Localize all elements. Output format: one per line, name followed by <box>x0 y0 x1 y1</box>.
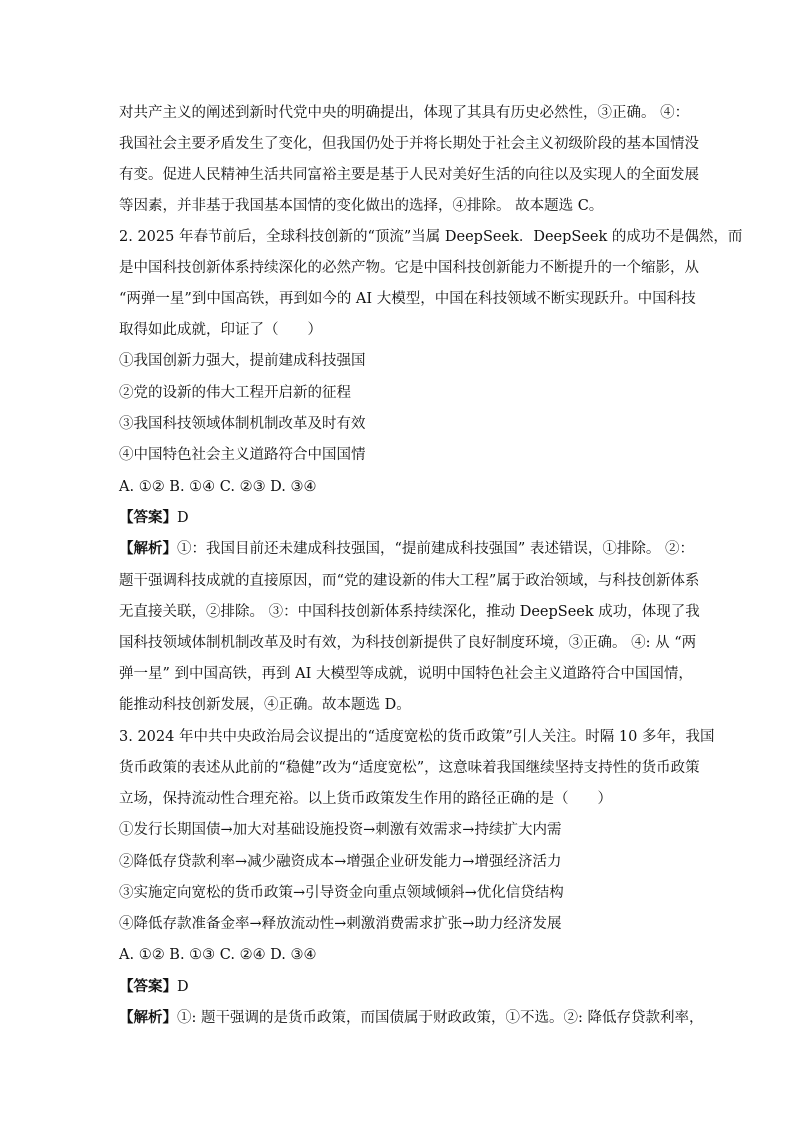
q2-analysis-line-5: 弹一星” 到中国高铁，再到 AI 大模型等成就，说明中国特色社会主义道路符合中国国情， <box>119 666 693 682</box>
prev-analysis-line-3: 有变。促进人民精神生活共同富裕主要是基于人民对美好生活的向往以及实现人的全面发展 <box>119 167 699 183</box>
q2-answer-label: 【答案】 <box>119 509 177 526</box>
q3-stem-line-2: 货币政策的表述从此前的“稳健”改为“适度宽松”，这意味着我国继续坚持支持性的货币政策 <box>119 760 700 776</box>
q3-answer-label: 【答案】 <box>119 978 177 995</box>
q2-option-3: ③我国科技领域体制机制改革及时有效 <box>119 416 366 432</box>
q2-analysis-label: 【解析】 <box>119 540 177 557</box>
q2-option-2: ②党的设新的伟大工程开启新的征程 <box>119 385 351 401</box>
q2-stem-line-2: 是中国科技创新体系持续深化的必然产物。它是中国科技创新能力不断提升的一个缩影，从 <box>119 260 699 276</box>
q2-analysis-text-1: ①：我国目前还未建成科技强国，“提前建成科技强国” 表述错误，①排除。 ②： <box>177 541 695 557</box>
q3-stem-line-1: 3. 2024 年中共中央政治局会议提出的“适度宽松的货币政策”引人关注。时隔 10 多年，我国 <box>119 729 715 745</box>
q2-choices: A. ①② B. ①④ C. ②③ D. ③④ <box>119 479 317 495</box>
q3-answer <box>119 977 679 997</box>
prev-analysis-line-4: 等因素，并非基于我国基本国情的变化做出的选择，④排除。 故本题选 C。 <box>119 198 604 214</box>
q2-stem-line-3: “两弹一星”到中国高铁，再到如今的 AI 大模型，中国在科技领域不断实现跃升。中国科技 <box>119 291 696 307</box>
q2-analysis-line-4: 国科技领域体制机制改革及时有效，为科技创新提供了良好制度环境，③正确。 ④: 从 “两 <box>119 635 697 651</box>
q2-answer <box>119 508 679 528</box>
q2-stem-line-1: 2. 2025 年春节前后，全球科技创新的“顶流”当属 DeepSeek．DeepSeek 的成功不是偶然，而 <box>119 229 743 245</box>
prev-analysis-line-2: 我国社会主要矛盾发生了变化，但我国仍处于并将长期处于社会主义初级阶段的基本国情没 <box>119 136 699 152</box>
q3-answer-value: D <box>177 979 189 995</box>
prev-analysis-line-1: 对共产主义的阐述到新时代党中央的明确提出，体现了其具有历史必然性，③正确。 ④： <box>119 105 690 121</box>
q3-option-4: ④降低存款准备金率→释放流动性→刺激消费需求扩张→助力经济发展 <box>119 916 562 932</box>
q2-stem-line-4: 取得如此成就，印证了（ ） <box>119 322 322 338</box>
q2-analysis-line-2: 题干强调科技成就的直接原因，而“党的建设新的伟大工程”属于政治领域，与科技创新体系 <box>119 573 700 589</box>
q2-analysis-line-1 <box>119 539 695 559</box>
q3-option-1: ①发行长期国债→加大对基础设施投资→刺激有效需求→持续扩大内需 <box>119 822 562 838</box>
q3-option-2: ②降低存贷款利率→减少融资成本→增强企业研发能力→增强经济活力 <box>119 854 562 870</box>
q3-analysis-line-1 <box>119 1008 704 1028</box>
q2-answer-value: D <box>177 510 189 526</box>
q2-analysis-line-6: 能推动科技创新发展，④正确。故本题选 D。 <box>119 697 411 713</box>
q2-analysis-line-3: 无直接关联，②排除。 ③：中国科技创新体系持续深化，推动 DeepSeek 成功，体现了我 <box>119 604 700 620</box>
q2-option-1: ①我国创新力强大，提前建成科技强国 <box>119 353 366 369</box>
q2-option-4: ④中国特色社会主义道路符合中国国情 <box>119 447 366 463</box>
q3-option-3: ③实施定向宽松的货币政策→引导资金向重点领域倾斜→优化信贷结构 <box>119 885 564 901</box>
q3-stem-line-3: 立场，保持流动性合理充裕。以上货币政策发生作用的路径正确的是（ ） <box>119 791 612 807</box>
q3-analysis-text-1: ①: 题干强调的是货币政策，而国债属于财政政策，①不选。②: 降低存贷款利率， <box>177 1010 704 1026</box>
q3-analysis-label: 【解析】 <box>119 1009 177 1026</box>
q3-choices: A. ①② B. ①③ C. ②④ D. ③④ <box>119 947 317 963</box>
